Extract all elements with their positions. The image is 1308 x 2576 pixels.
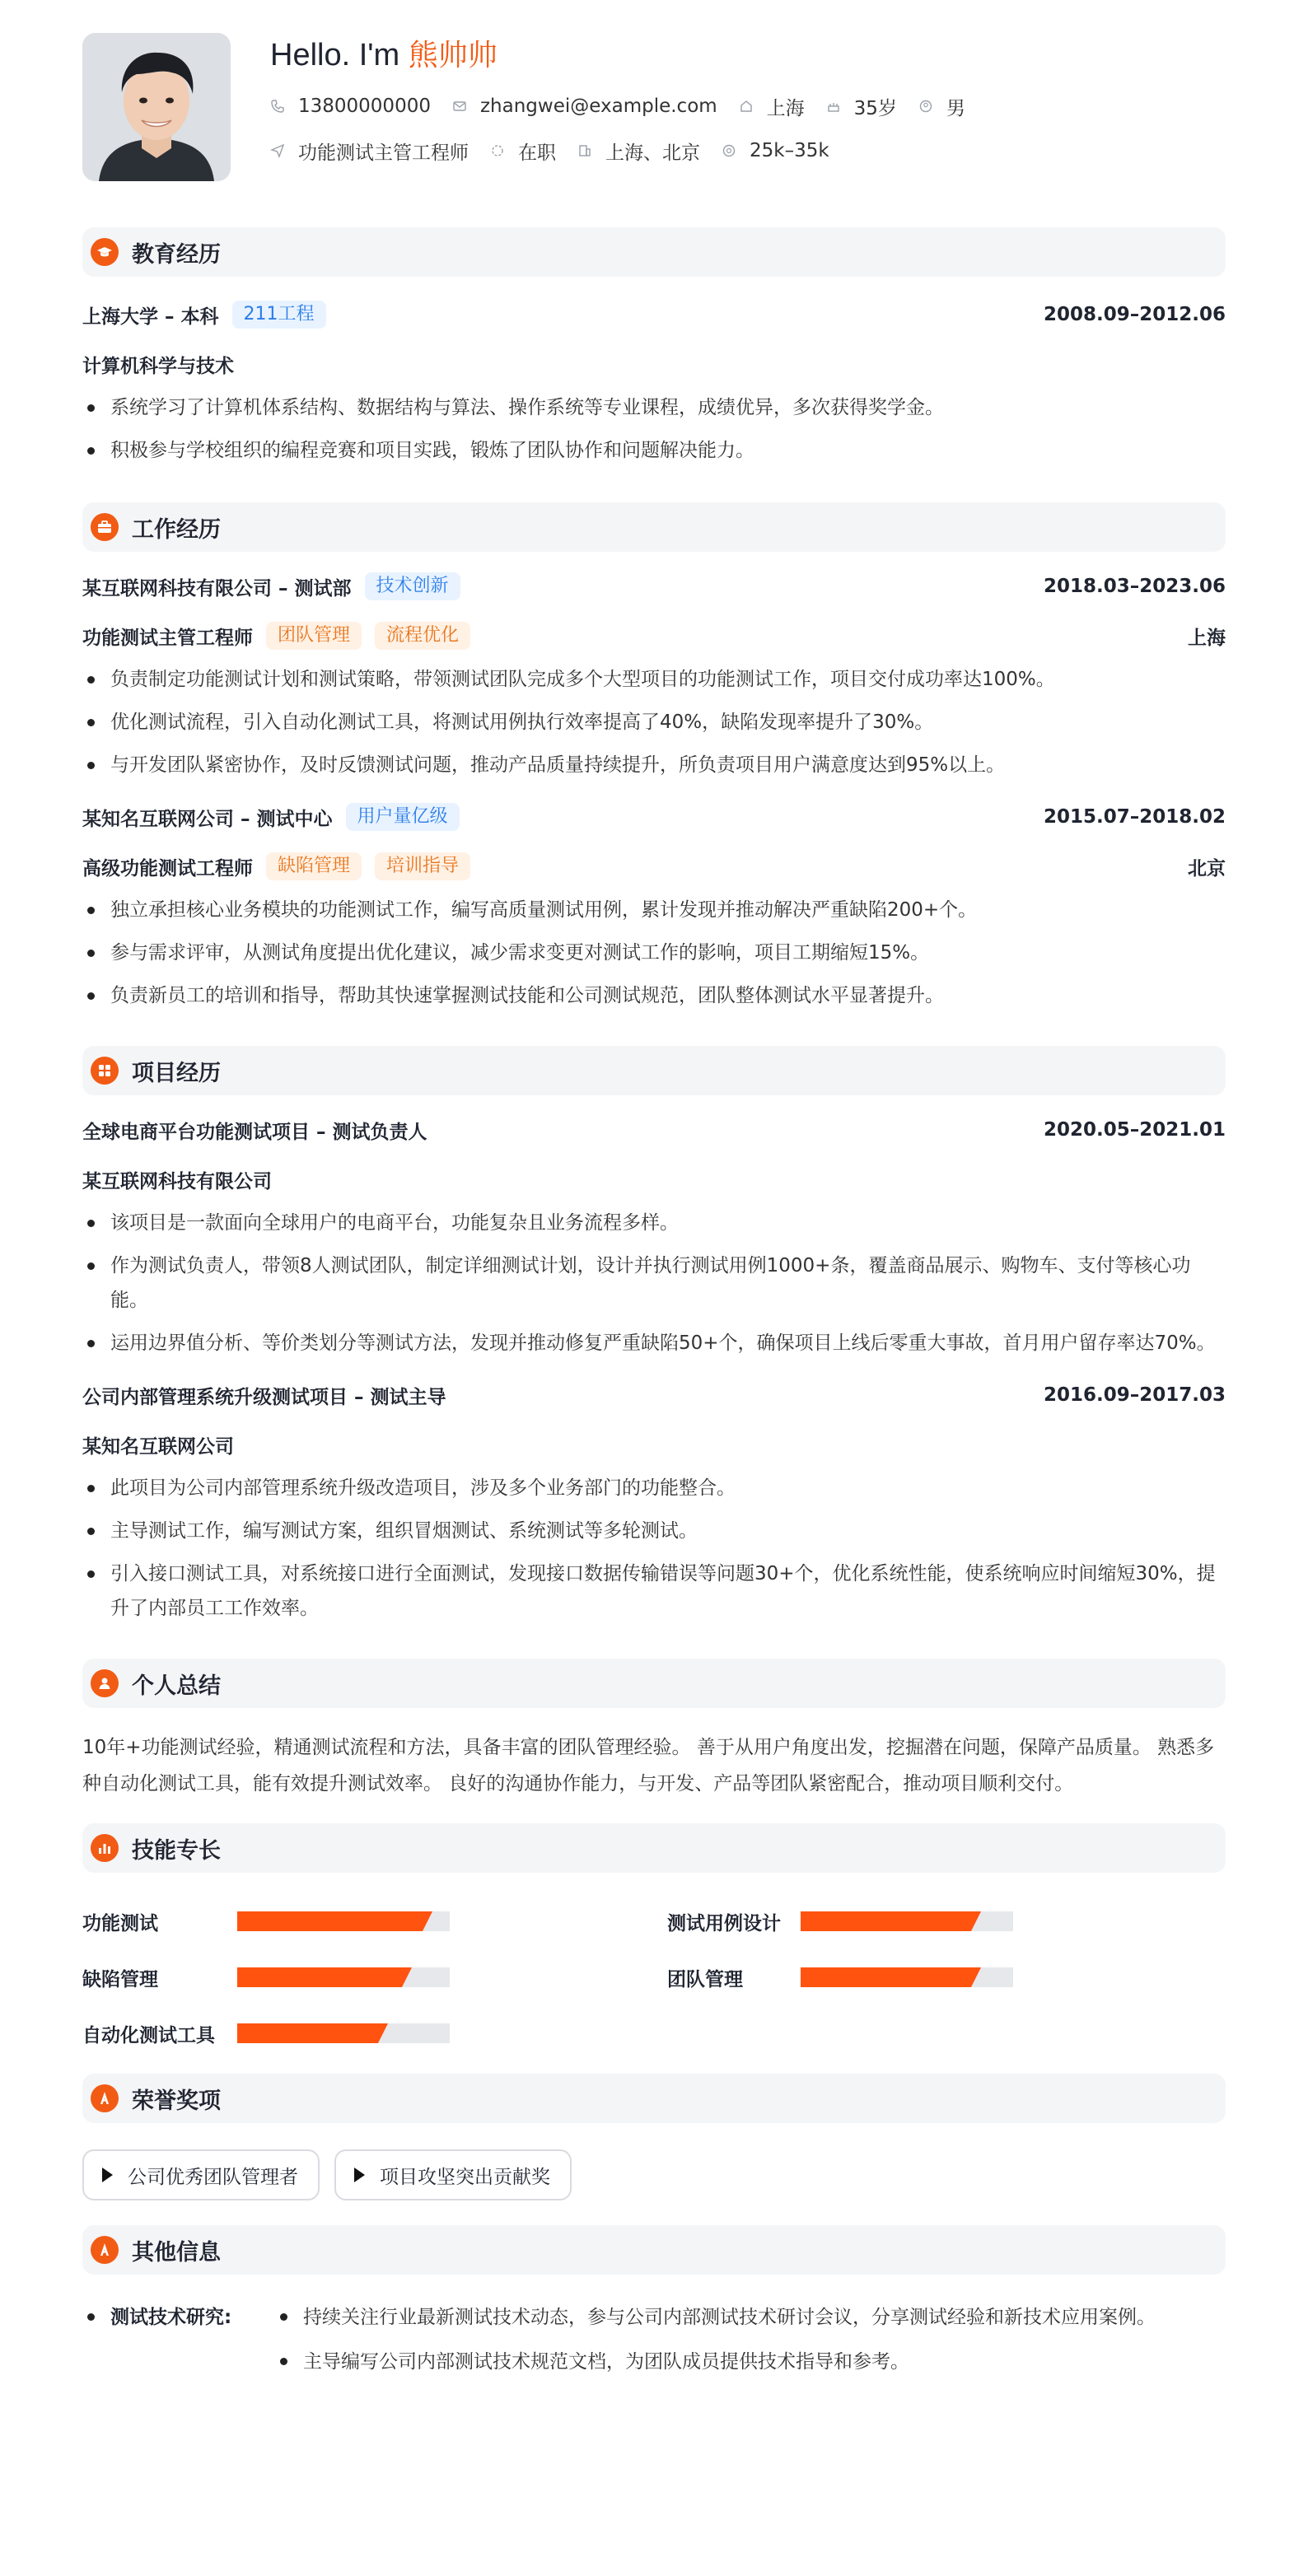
play-icon (102, 2168, 113, 2182)
bullet-list (82, 1471, 1226, 1626)
city (739, 93, 805, 120)
school-tag: 211工程 (232, 301, 326, 329)
role: 功能测试主管工程师 (82, 627, 253, 649)
greeting: Hello. I'm 熊帅帅 (270, 38, 498, 72)
section-title: 个人总结 (132, 1673, 221, 1699)
list-item: 主导测试工作，编写测试方案，组织冒烟测试、系统测试等多轮测试。 (82, 1514, 1226, 1548)
award-icon (91, 2236, 119, 2264)
building-icon (577, 143, 592, 158)
education-section-header (82, 227, 1226, 277)
section-title: 荣誉奖项 (132, 2088, 221, 2114)
summary-text: 10年+功能测试经验，精通测试流程和方法，具备丰富的团队管理经验。 善于从用户角度出发，挖掘潜在问题，保障产品质量。 熟悉多种自动化测试工具，能有效提升测试效率。 良好的沟通协作能力，与开发、产品等团队紧密配合，推动项目顺利交付。 (82, 1737, 1215, 1794)
list-item: 持续关注行业最新测试技术动态，参与公司内部测试技术研讨会议，分享测试经验和新技术应用案例。 (273, 2299, 1156, 2336)
coin-icon (722, 143, 736, 158)
section-title: 技能专长 (132, 1837, 221, 1864)
skill-item (667, 1958, 1227, 1996)
list-item: 与开发团队紧密协作，及时反馈测试问题，推动产品质量持续提升，所负责项目用户满意度达到95%以上。 (82, 748, 1226, 782)
avatar (82, 33, 231, 181)
section-title: 工作经历 (132, 516, 221, 543)
list-item: 该项目是一款面向全球用户的电商平台，功能复杂且业务流程多样。 (82, 1206, 1226, 1240)
project-name: 公司内部管理系统升级测试项目 – 测试主导 (82, 1386, 446, 1408)
awards-section-header (82, 2074, 1226, 2123)
skill-item (667, 1902, 1227, 1940)
date: 2018.03–2023.06 (1043, 576, 1226, 597)
bullet-list (82, 893, 1226, 1013)
list-item: 积极参与学校组织的编程竞赛和项目实践，锻炼了团队协作和问题解决能力。 (82, 433, 1226, 468)
date: 2016.09–2017.03 (1043, 1384, 1226, 1406)
gender-text: 男 (946, 97, 965, 119)
location: 上海 (1188, 627, 1226, 649)
skill-name: 自动化测试工具 (82, 2024, 215, 2046)
other-section-header (82, 2225, 1226, 2275)
date: 2008.09–2012.06 (1043, 304, 1226, 325)
award-chip (334, 2149, 572, 2200)
bar-chart-icon (91, 1834, 119, 1862)
award-icon (91, 2084, 119, 2112)
section-title: 教育经历 (132, 241, 221, 268)
school-name: 上海大学 – 本科 (82, 306, 219, 328)
briefcase-icon (91, 513, 119, 541)
list-item: 引入接口测试工具，对系统接口进行全面测试，发现接口数据传输错误等问题30+个，优化系统性能，使系统响应时间缩短30%，提升了内部员工工作效率。 (82, 1556, 1226, 1626)
list-item: 主导编写公司内部测试技术规范文档，为团队成员提供技术指导和参考。 (273, 2344, 1156, 2380)
salary-text: 25k–35k (750, 140, 829, 161)
skill-bar-fill (801, 1911, 971, 1931)
skill-bar-fill (801, 1967, 971, 1987)
salary (722, 140, 829, 161)
list-item: 参与需求评审，从测试角度提出优化建议，减少需求变更对测试工作的影响，项目工期缩短15%。 (82, 936, 1226, 970)
age (826, 93, 897, 120)
work-section-header (82, 502, 1226, 552)
send-icon (270, 143, 285, 158)
project-entry (82, 1113, 1226, 1360)
email (452, 96, 717, 117)
status (490, 138, 556, 165)
project-name: 全球电商平台功能测试项目 – 测试负责人 (82, 1121, 427, 1143)
position-text: 功能测试主管工程师 (298, 142, 469, 164)
bullet-list (82, 390, 1226, 468)
gender (918, 93, 965, 120)
bullet-list (273, 2299, 1156, 2388)
skill-item (82, 2014, 667, 2052)
work-entry (82, 800, 1226, 1013)
email-text: zhangwei@example.com (479, 96, 717, 117)
other-info (82, 2299, 1226, 2388)
skill-name: 测试用例设计 (667, 1912, 781, 1934)
play-icon (354, 2168, 365, 2182)
education-entry (82, 298, 1226, 468)
project-company: 某知名互联网公司 (82, 1435, 234, 1458)
loader-icon (490, 143, 505, 158)
section-title: 其他信息 (132, 2239, 221, 2266)
list-item: 负责制定功能测试计划和测试策略，带领测试团队完成多个大型项目的功能测试工作，项目交付成功率达100%。 (82, 662, 1226, 697)
role-tag: 团队管理 (266, 622, 362, 650)
bullet-list (82, 1206, 1226, 1360)
graduation-cap-icon (91, 238, 119, 266)
award-chip (82, 2149, 320, 2200)
grid-icon (91, 1057, 119, 1085)
skill-bar-fill (237, 2023, 378, 2043)
list-item: 独立承担核心业务模块的功能测试工作，编写高质量测试用例，累计发现并推动解决严重缺陷200+个。 (82, 893, 1226, 927)
skill-item (82, 1902, 667, 1940)
contact-row (270, 93, 987, 119)
job-row (270, 138, 987, 164)
home-icon (739, 99, 754, 114)
candidate-name: 熊帅帅 (408, 39, 498, 72)
project-entry (82, 1379, 1226, 1626)
role-tag: 流程优化 (375, 622, 470, 650)
age-text: 35岁 (853, 97, 897, 119)
role: 高级功能测试工程师 (82, 857, 253, 880)
skill-name: 功能测试 (82, 1912, 158, 1934)
skills-section-header (82, 1823, 1226, 1873)
role-tag: 缺陷管理 (266, 852, 362, 880)
company-name: 某互联网科技有限公司 – 测试部 (82, 577, 352, 600)
other-label: 测试技术研究: (82, 2299, 273, 2388)
section-title: 项目经历 (132, 1060, 221, 1086)
work-entry (82, 570, 1226, 782)
list-item: 系统学习了计算机体系结构、数据结构与算法、操作系统等专业课程，成绩优异，多次获得奖学金。 (82, 390, 1226, 425)
major: 计算机科学与技术 (82, 355, 234, 377)
list-item: 负责新员工的培训和指导，帮助其快速掌握测试技能和公司测试规范，团队整体测试水平显著提升。 (82, 978, 1226, 1013)
list-item: 此项目为公司内部管理系统升级改造项目，涉及多个业务部门的功能整合。 (82, 1471, 1226, 1505)
awards-list (82, 2149, 1226, 2200)
phone-icon (270, 99, 285, 114)
award-label: 公司优秀团队管理者 (128, 2166, 298, 2188)
mail-icon (452, 99, 467, 114)
bullet-list (82, 662, 1226, 782)
skill-bar (237, 1911, 450, 1931)
status-text: 在职 (518, 142, 556, 164)
company-name: 某知名互联网公司 – 测试中心 (82, 808, 333, 830)
user-icon (91, 1669, 119, 1697)
expected-city (577, 138, 700, 165)
phone (270, 96, 431, 117)
phone-text: 13800000000 (298, 96, 431, 117)
date: 2020.05–2021.01 (1043, 1119, 1226, 1141)
skill-bar-fill (237, 1967, 402, 1987)
skill-bar (237, 2023, 450, 2043)
list-item: 作为测试负责人，带领8人测试团队，制定详细测试计划，设计并执行测试用例1000+条，覆盖商品展示、购物车、支付等核心功能。 (82, 1248, 1226, 1318)
summary-section-header (82, 1659, 1226, 1708)
position (270, 138, 469, 165)
skill-bar-fill (237, 1911, 423, 1931)
resume-header (82, 33, 1226, 181)
skills-grid (82, 1902, 1226, 2052)
skill-item (82, 1958, 667, 1996)
date: 2015.07–2018.02 (1043, 806, 1226, 828)
list-item: 优化测试流程，引入自动化测试工具，将测试用例执行效率提高了40%，缺陷发现率提升了30%。 (82, 705, 1226, 740)
expected-city-text: 上海、北京 (605, 142, 700, 164)
cake-icon (826, 99, 841, 114)
skill-bar (237, 1967, 450, 1987)
city-text: 上海 (766, 97, 805, 119)
role-tag: 培训指导 (375, 852, 470, 880)
location: 北京 (1188, 857, 1226, 880)
skill-name: 缺陷管理 (82, 1968, 158, 1990)
award-label: 项目攻坚突出贡献奖 (380, 2166, 550, 2188)
skill-name: 团队管理 (667, 1968, 743, 1990)
project-company: 某互联网科技有限公司 (82, 1170, 272, 1192)
company-tag: 技术创新 (365, 572, 460, 600)
skill-bar (801, 1911, 1013, 1931)
skill-bar (801, 1967, 1013, 1987)
projects-section-header (82, 1046, 1226, 1095)
list-item: 运用边界值分析、等价类划分等测试方法，发现并推动修复严重缺陷50+个，确保项目上线后零重大事故，首月用户留存率达70%。 (82, 1326, 1226, 1360)
company-tag: 用户量亿级 (346, 803, 460, 831)
user-icon (918, 99, 933, 114)
